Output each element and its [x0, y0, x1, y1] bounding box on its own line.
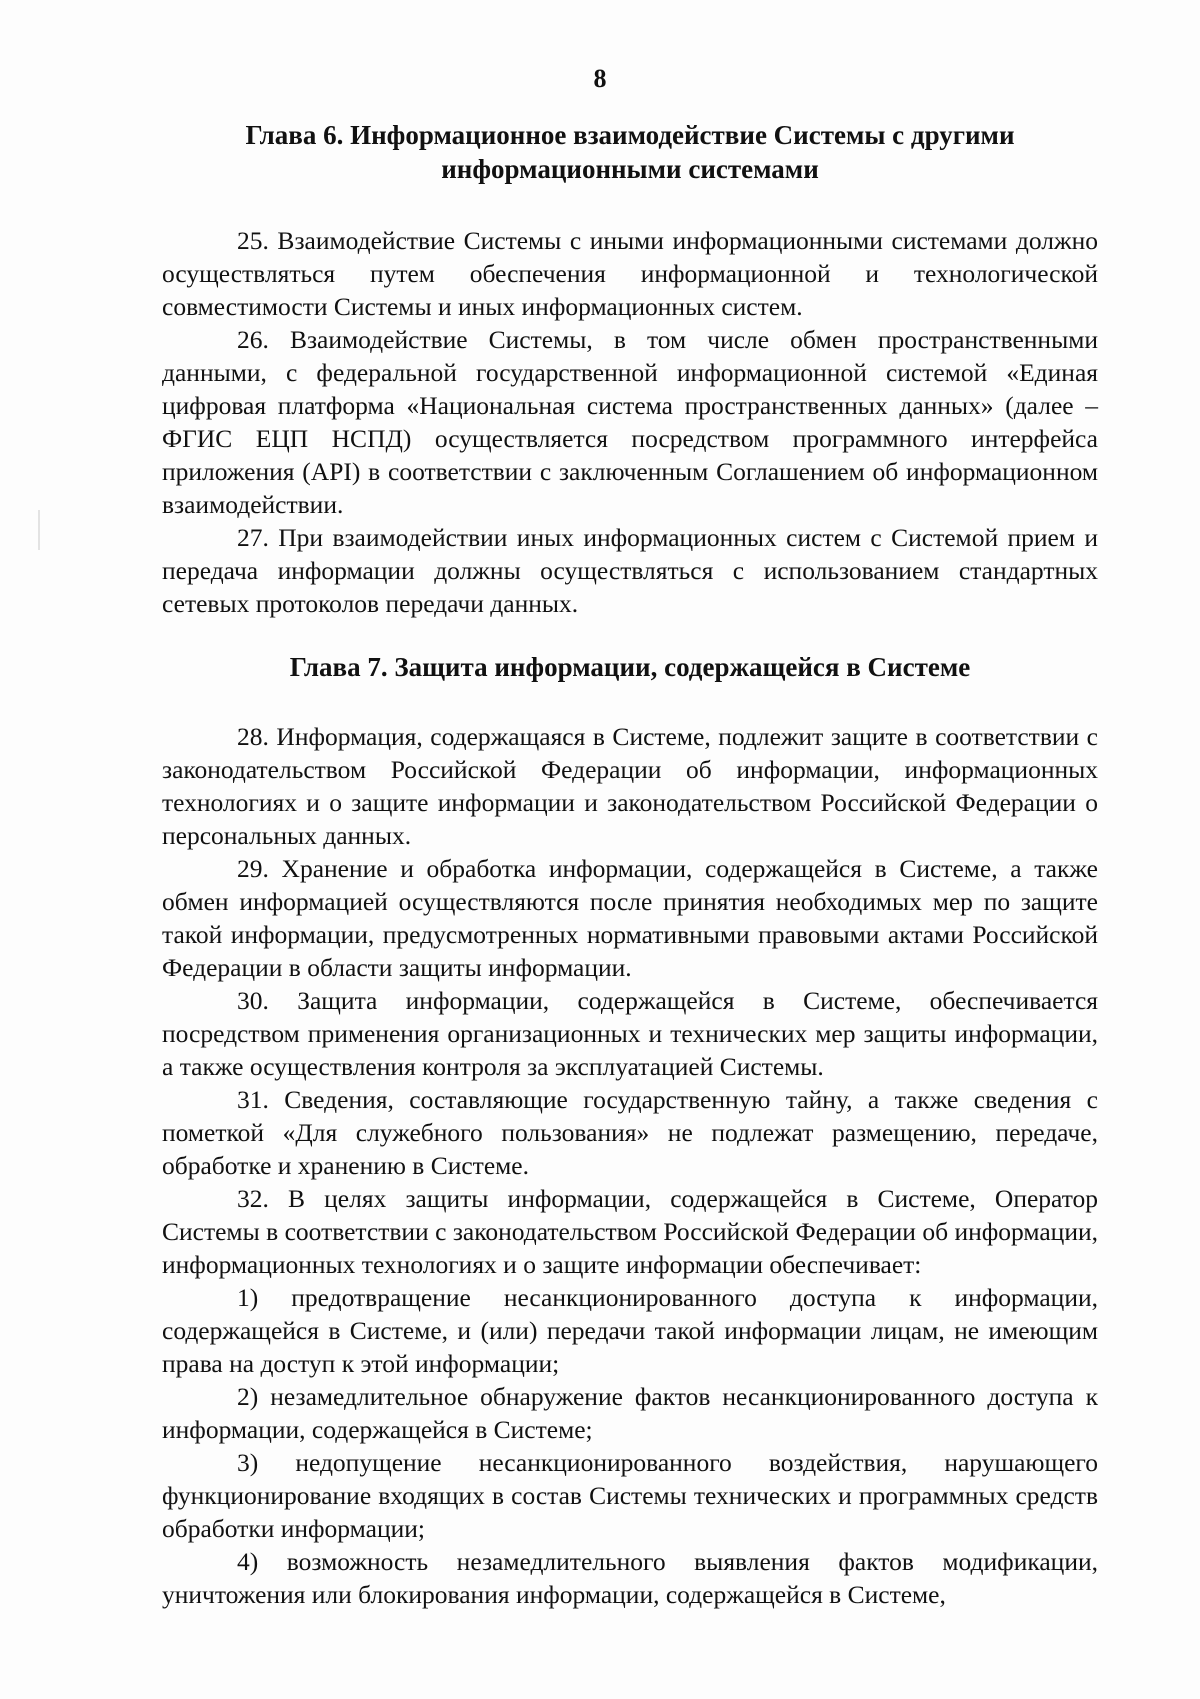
list-item-3: 3) недопущение несанкционированного воздействия, нарушающего функционирование входящих в состав Системы технических и программных средств обработки информации;	[162, 1448, 1098, 1543]
list-item-2: 2) незамедлительное обнаружение фактов несанкционированного доступа к информации, содержащейся в Системе;	[162, 1382, 1098, 1444]
chapter-6-title-line-1: Глава 6. Информационное взаимодействие Системы с другими	[245, 120, 1015, 150]
page-number: 8	[593, 64, 607, 93]
paragraph-30: 30. Защита информации, содержащейся в Системе, обеспечивается посредством применения организационных и технических мер защиты информации, а также осуществления контроля за эксплуатацией Системы.	[162, 986, 1098, 1081]
document-body	[162, 118, 1098, 1611]
paragraph-29: 29. Хранение и обработка информации, содержащейся в Системе, а также обмен информацией осуществляются после принятия необходимых мер по защите такой информации, предусмотренных нормативными правовыми актами Российской Федерации в области защиты информации.	[162, 854, 1098, 982]
paragraph-26: 26. Взаимодействие Системы, в том числе обмен пространственными данными, с федеральной государственной информационной системой «Единая цифровая платформа «Национальная система пространственных данных» (далее – ФГИС ЕЦП НСПД) осуществляется посредством программного интерфейса приложения (API) в соответствии с заключенным Соглашением об информационном взаимодействии.	[162, 325, 1098, 519]
chapter-6-title-line-2: информационными системами	[441, 154, 819, 184]
list-item-4: 4) возможность незамедлительного выявления фактов модификации, уничтожения или блокирования информации, содержащейся в Системе,	[162, 1547, 1098, 1609]
scan-margin-mark	[38, 510, 40, 550]
chapter-7-title: Глава 7. Защита информации, содержащейся в Системе	[289, 652, 971, 682]
paragraph-25: 25. Взаимодействие Системы с иными информационными системами должно осуществляться путем обеспечения информационной и технологической совместимости Системы и иных информационных систем.	[162, 226, 1098, 321]
paragraph-31: 31. Сведения, составляющие государственную тайну, а также сведения с пометкой «Для служебного пользования» не подлежат размещению, передаче, обработке и хранению в Системе.	[162, 1085, 1098, 1180]
list-item-1: 1) предотвращение несанкционированного доступа к информации, содержащейся в Системе, и (или) передачи такой информации лицам, не имеющим права на доступ к этой информации;	[162, 1283, 1098, 1378]
paragraph-32: 32. В целях защиты информации, содержащейся в Системе, Оператор Системы в соответствии с законодательством Российской Федерации об информации, информационных технологиях и о защите информации обеспечивает:	[162, 1184, 1098, 1279]
chapter-6-title	[162, 118, 1098, 186]
paragraph-28: 28. Информация, содержащаяся в Системе, подлежит защите в соответствии с законодательством Российской Федерации об информации, информационных технологиях и о защите информации и законодательством Российской Федерации о персональных данных.	[162, 722, 1098, 850]
paragraph-27: 27. При взаимодействии иных информационных систем с Системой прием и передача информации должны осуществляться с использованием стандартных сетевых протоколов передачи данных.	[162, 523, 1098, 618]
